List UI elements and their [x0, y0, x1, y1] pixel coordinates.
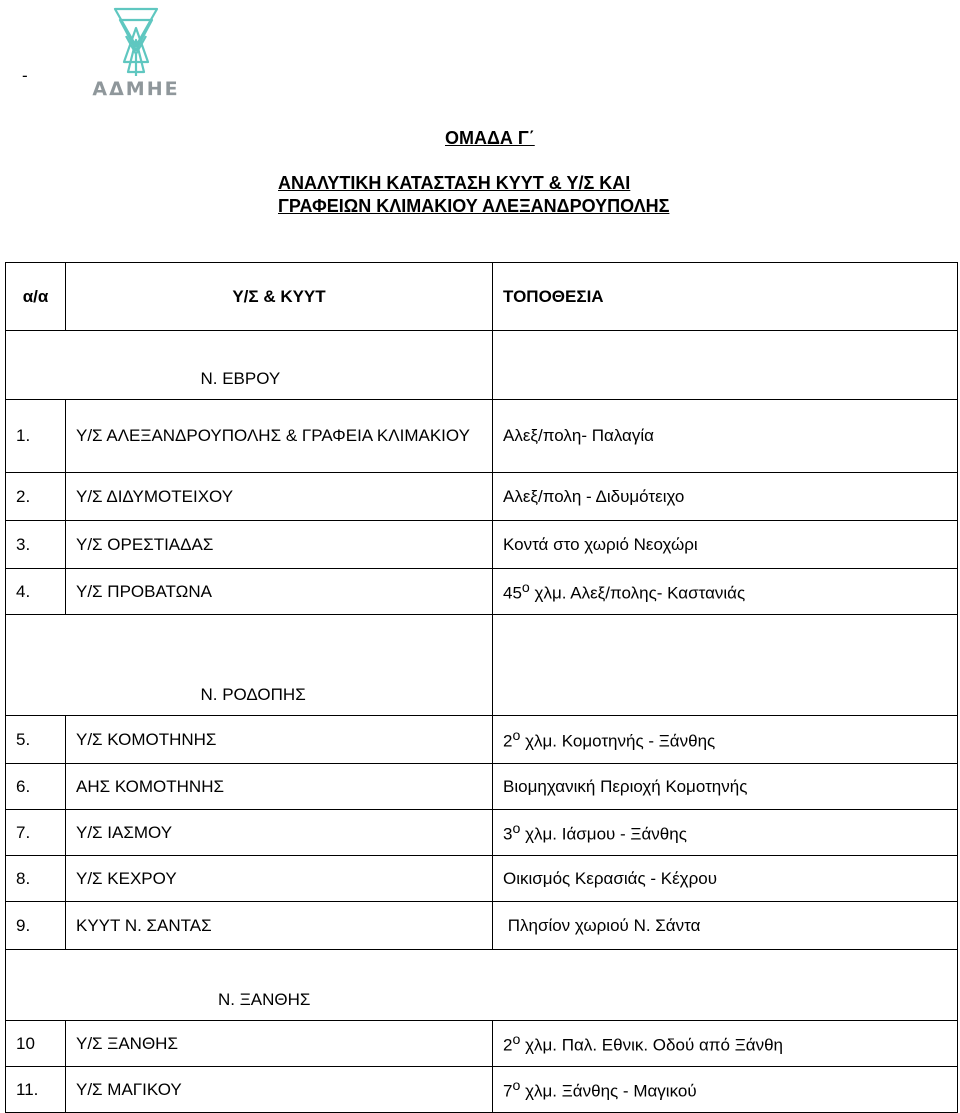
row-number: 8. — [6, 856, 66, 902]
station-name: Υ/Σ ΠΡΟΒΑΤΩΝΑ — [66, 569, 493, 615]
degree-superscript: ο — [512, 1031, 521, 1048]
location-description: χλμ. Παλ. Εθνικ. Οδού από Ξάνθη — [520, 1035, 783, 1055]
table-header-row — [6, 263, 958, 331]
station-location: Κοντά στο χωριό Νεοχώρι — [493, 521, 958, 569]
table-row — [6, 716, 958, 764]
document-title-line-2: ΓΡΑΦΕΙΩΝ ΚΛΙΜΑΚΙΟΥ ΑΛΕΞΑΝΔΡΟΥΠΟΛΗΣ — [278, 196, 670, 216]
table-row — [6, 810, 958, 856]
row-number: 4. — [6, 569, 66, 615]
region-label: Ν. ΕΒΡΟΥ — [66, 331, 493, 400]
column-header-number: α/α — [6, 263, 66, 331]
row-number: 5. — [6, 716, 66, 764]
station-name: Υ/Σ ΟΡΕΣΤΙΑΔΑΣ — [66, 521, 493, 569]
location-distance: 3 — [503, 824, 513, 844]
table-row — [6, 856, 958, 902]
group-title: ΟΜΑΔΑ Γ΄ — [445, 128, 535, 148]
station-location: Αλεξ/πολη- Παλαγία — [493, 400, 958, 473]
table-row — [6, 473, 958, 521]
location-description: χλμ. Ξάνθης - Μαγικού — [520, 1081, 697, 1101]
table-row — [6, 902, 958, 950]
station-name: Υ/Σ ΚΟΜΟΤΗΝΗΣ — [66, 716, 493, 764]
document-title — [278, 172, 669, 218]
station-location — [493, 810, 958, 856]
region-label: Ν. ΞΑΝΘΗΣ — [6, 950, 958, 1021]
station-location — [493, 569, 958, 615]
degree-superscript: ο — [512, 820, 521, 837]
station-location: Βιομηχανική Περιοχή Κομοτηνής — [493, 764, 958, 810]
location-description: χλμ. Κομοτηνής - Ξάνθης — [520, 731, 716, 751]
station-name: Υ/Σ ΚΕΧΡΟΥ — [66, 856, 493, 902]
table-row — [6, 764, 958, 810]
location-description: χλμ. Αλεξ/πολης- Καστανιάς — [529, 583, 746, 603]
document-title-line-1: ΑΝΑΛΥΤΙΚΗ ΚΑΤΑΣΤΑΣΗ ΚΥΥΤ & Υ/Σ ΚΑΙ — [278, 173, 631, 193]
location-description: χλμ. Ιάσμου - Ξάνθης — [520, 824, 687, 844]
station-location: Πλησίον χωριού Ν. Σάντα — [493, 902, 958, 950]
location-distance: 7 — [503, 1081, 513, 1101]
region-row-evros — [6, 331, 958, 400]
row-number: 1. — [6, 400, 66, 473]
station-name: Υ/Σ ΞΑΝΘΗΣ — [66, 1021, 493, 1067]
location-distance: 45 — [503, 583, 522, 603]
row-number: 7. — [6, 810, 66, 856]
table-row — [6, 1021, 958, 1067]
region-row-rodopi — [6, 615, 958, 716]
station-location: Οικισμός Κερασιάς - Κέχρου — [493, 856, 958, 902]
location-distance: 2 — [503, 1035, 513, 1055]
station-name: Υ/Σ ΑΛΕΞΑΝΔΡΟΥΠΟΛΗΣ & ΓΡΑΦΕΙΑ ΚΛΙΜΑΚΙΟΥ — [66, 400, 493, 473]
station-name: Υ/Σ ΜΑΓΙΚΟΥ — [66, 1067, 493, 1113]
region-row-xanthi — [6, 950, 958, 1021]
table-row — [6, 400, 958, 473]
column-header-location: ΤΟΠΟΘΕΣΙΑ — [493, 263, 958, 331]
station-name: ΚΥΥΤ Ν. ΣΑΝΤΑΣ — [66, 902, 493, 950]
station-location: Αλεξ/πολη - Διδυμότειχο — [493, 473, 958, 521]
admie-logo — [84, 6, 188, 102]
table-row — [6, 1067, 958, 1113]
station-name: Υ/Σ ΔΙΔΥΜΟΤΕΙΧΟΥ — [66, 473, 493, 521]
row-number: 3. — [6, 521, 66, 569]
row-number: 11. — [6, 1067, 66, 1113]
station-location — [493, 1021, 958, 1067]
substations-table — [5, 262, 958, 1113]
station-location — [493, 1067, 958, 1113]
column-header-station: Υ/Σ & ΚΥΥΤ — [66, 263, 493, 331]
row-number: 2. — [6, 473, 66, 521]
degree-superscript: ο — [512, 727, 521, 744]
row-number: 9. — [6, 902, 66, 950]
table-row — [6, 569, 958, 615]
leading-dash: - — [22, 66, 28, 85]
region-label: Ν. ΡΟΔΟΠΗΣ — [66, 615, 493, 716]
row-number: 6. — [6, 764, 66, 810]
station-location — [493, 716, 958, 764]
station-name: Υ/Σ ΙΑΣΜΟΥ — [66, 810, 493, 856]
logo-mark-icon — [84, 6, 188, 78]
degree-superscript: ο — [521, 579, 530, 596]
location-distance: 2 — [503, 731, 513, 751]
table-row — [6, 521, 958, 569]
row-number: 10 — [6, 1021, 66, 1067]
degree-superscript: ο — [512, 1077, 521, 1094]
logo-wordmark: ΑΔΜΗΕ — [92, 78, 180, 100]
station-name: ΑΗΣ ΚΟΜΟΤΗΝΗΣ — [66, 764, 493, 810]
